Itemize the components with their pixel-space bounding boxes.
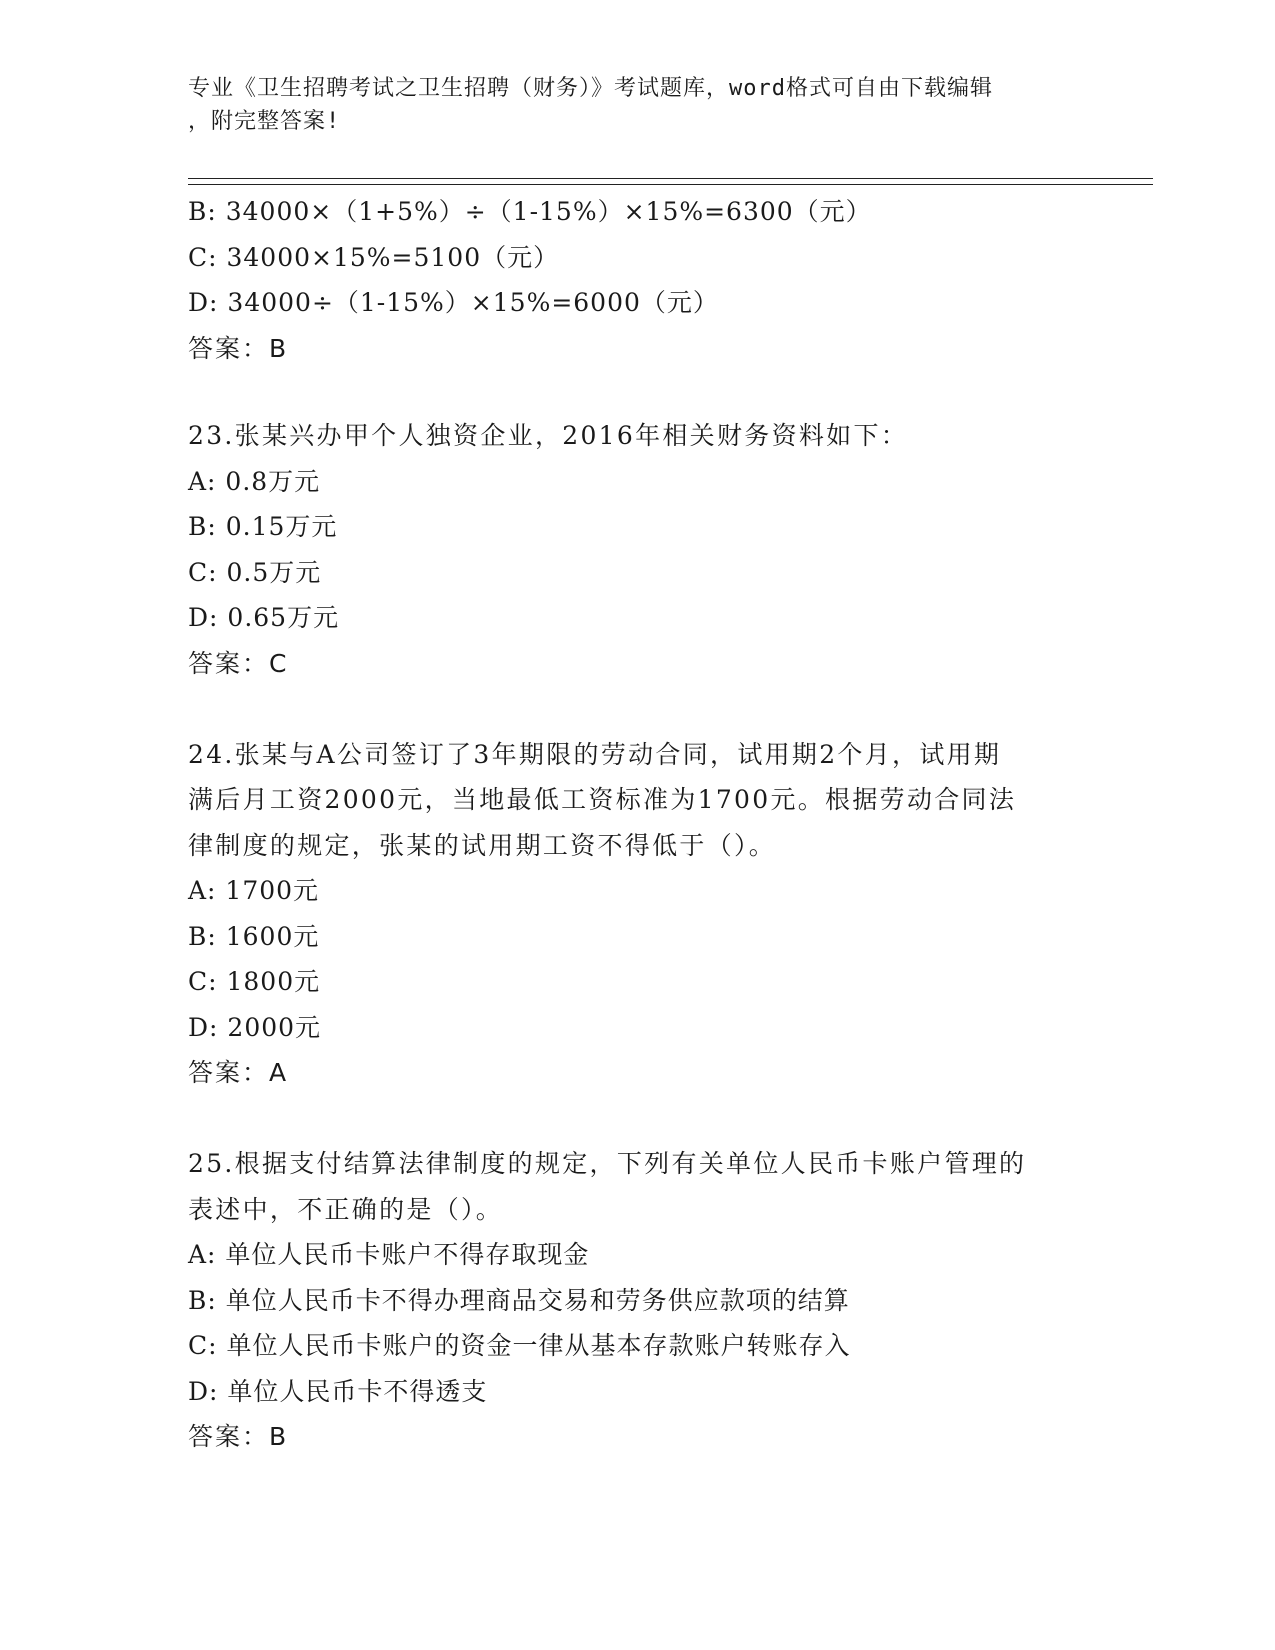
header-rule-bottom xyxy=(188,184,1153,185)
question-stem: 23.张某兴办甲个人独资企业，2016年相关财务资料如下： xyxy=(188,421,909,450)
answer-label: 答案：B xyxy=(188,1422,289,1451)
question-stem-line-2: 满后月工资2000元，当地最低工资标准为1700元。根据劳动合同法 xyxy=(188,785,1017,814)
option-d: D: 单位人民币卡不得透支 xyxy=(188,1376,488,1406)
option-b: B: 34000×（1+5%）÷（1-15%）×15%=6300（元） xyxy=(188,197,872,226)
question-25 xyxy=(188,1141,1088,1460)
question-stem-line-1: 24.张某与A公司签订了3年期限的劳动合同，试用期2个月，试用期 xyxy=(188,739,1002,769)
option-a: A: 1700元 xyxy=(188,876,320,905)
option-c: C: 0.5万元 xyxy=(188,557,322,587)
question-stem-line-1: 25.根据支付结算法律制度的规定，下列有关单位人民币卡账户管理的 xyxy=(188,1149,1027,1178)
option-d: D: 0.65万元 xyxy=(188,603,340,632)
header-rule-top xyxy=(188,178,1153,179)
option-d: D: 34000÷（1-15%）×15%=6000（元） xyxy=(188,288,719,317)
option-a: A: 单位人民币卡账户不得存取现金 xyxy=(188,1240,590,1269)
answer-label: 答案：A xyxy=(188,1058,289,1087)
answer-label: 答案：B xyxy=(188,333,289,363)
question-22 xyxy=(188,189,1088,371)
question-list xyxy=(188,189,1088,1460)
option-b: B: 1600元 xyxy=(188,921,320,951)
question-stem-line-3: 律制度的规定，张某的试用期工资不得低于（）。 xyxy=(188,830,777,860)
question-23 xyxy=(188,413,1088,686)
answer-label: 答案：C xyxy=(188,648,289,678)
option-c: C: 34000×15%=5100（元） xyxy=(188,242,560,272)
option-b: B: 0.15万元 xyxy=(188,512,338,541)
option-a: A: 0.8万元 xyxy=(188,466,321,496)
header-line-1: 专业《卫生招聘考试之卫生招聘（财务）》考试题库，word格式可自由下载编辑 xyxy=(188,76,993,101)
option-b: B: 单位人民币卡不得办理商品交易和劳务供应款项的结算 xyxy=(188,1285,850,1315)
question-24 xyxy=(188,732,1088,1096)
option-c: C: 1800元 xyxy=(188,967,321,996)
document-header xyxy=(188,72,1068,138)
option-d: D: 2000元 xyxy=(188,1012,322,1042)
option-c: C: 单位人民币卡账户的资金一律从基本存款账户转账存入 xyxy=(188,1331,851,1360)
question-stem-line-2: 表述中，不正确的是（）。 xyxy=(188,1194,504,1224)
header-line-2: ，附完整答案! xyxy=(188,109,341,134)
